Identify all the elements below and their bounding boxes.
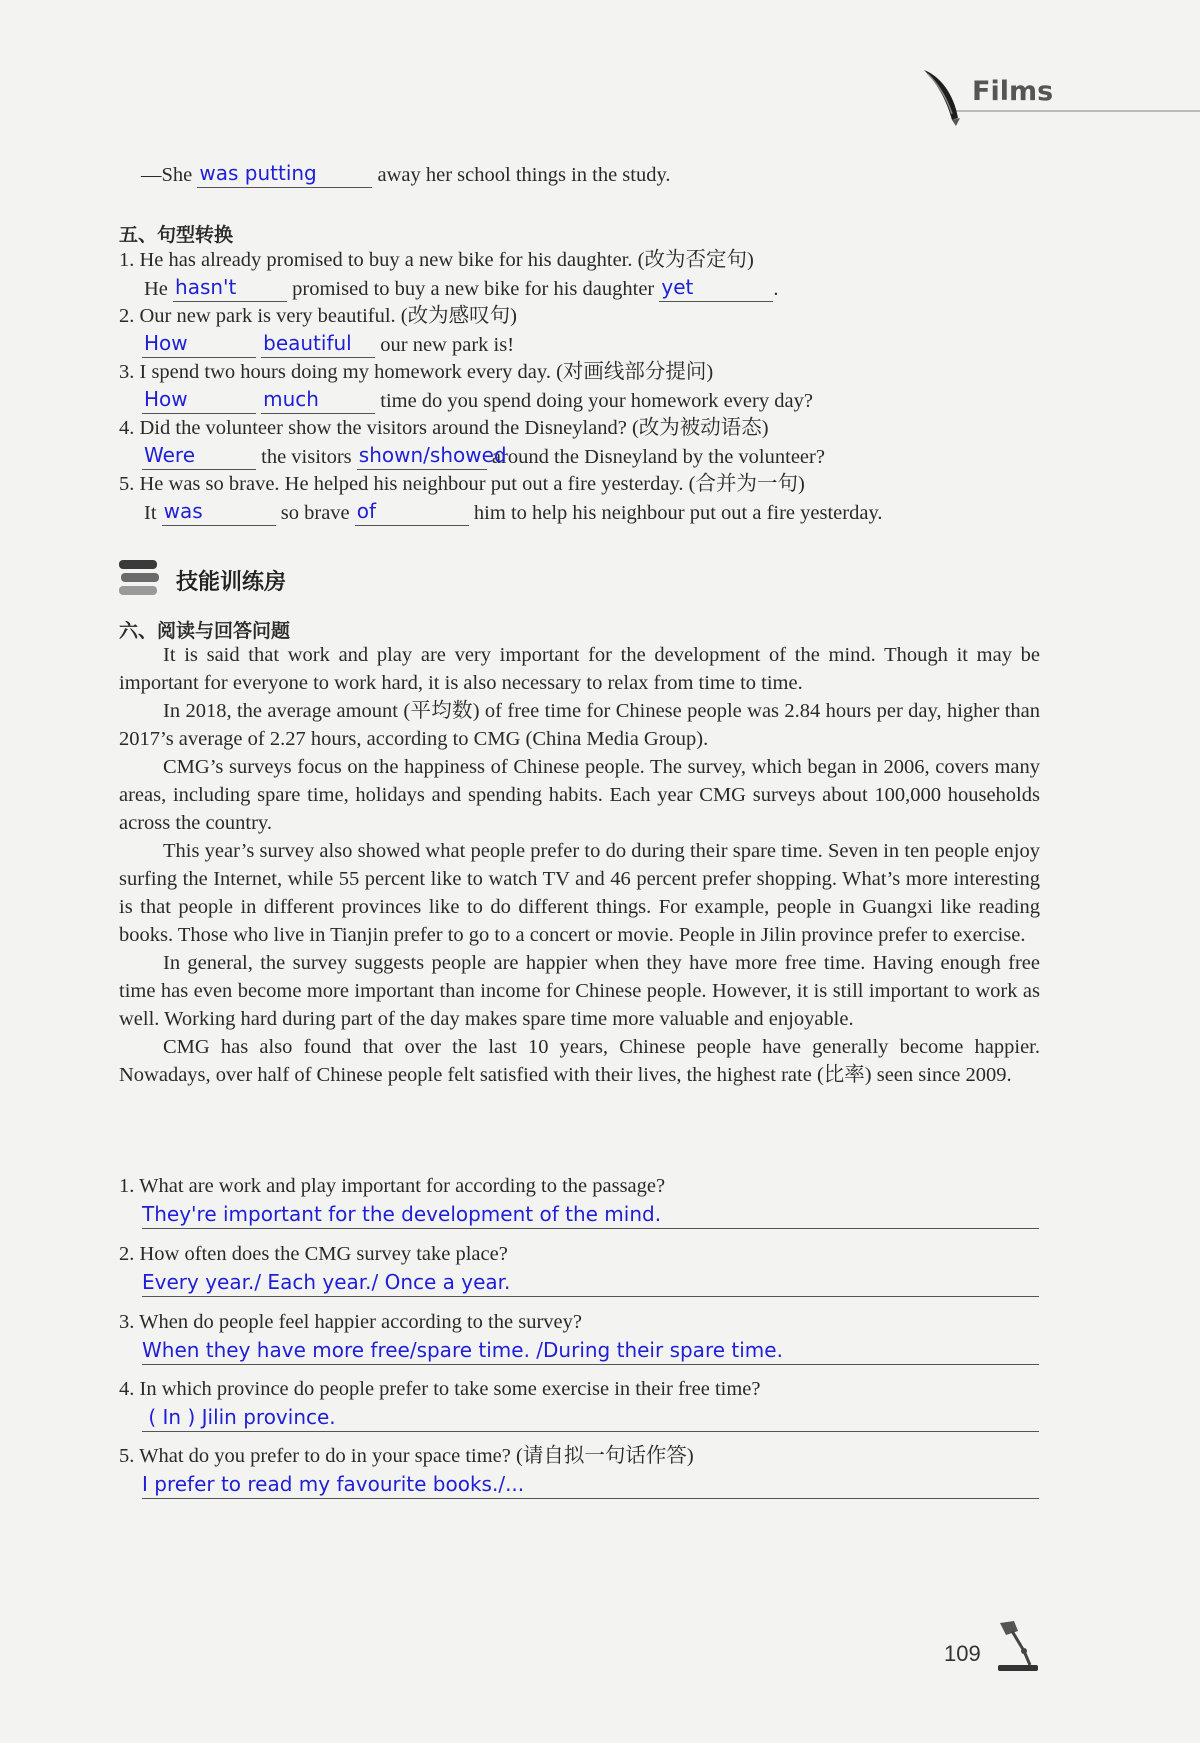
section5-heading: 五、句型转换 xyxy=(119,224,234,246)
s6-answer-line-3 xyxy=(142,1334,1039,1365)
item-number: 4. xyxy=(119,417,135,439)
item-number: 1. xyxy=(119,249,135,271)
question-text: Did the volunteer show the visitors around the Disneyland? (改为被动语态) xyxy=(139,417,769,439)
s5-item-3-answer xyxy=(142,388,813,414)
carry-over-blank xyxy=(197,163,372,188)
skills-heading: 技能训练房 xyxy=(176,570,287,595)
answer-text: beautiful xyxy=(263,331,352,355)
question-text: He has already promised to buy a new bike for his daughter. (改为否定句) xyxy=(139,249,754,271)
s6-question-3 xyxy=(119,1309,582,1335)
sentence-part: time do you spend doing your homework every day? xyxy=(380,390,813,412)
answer-text: Every year./ Each year./ Once a year. xyxy=(142,1270,511,1294)
answer-text: How xyxy=(144,331,188,355)
answer-blank xyxy=(261,333,375,358)
passage-paragraph: CMG has also found that over the last 10 years, Chinese people have generally become happier. Nowadays, over half of Chinese people felt satisfied with their lives, the highest rate (比率) seen since 2009. xyxy=(119,1036,1040,1086)
answer-text: How xyxy=(144,387,188,411)
s5-item-2-answer xyxy=(142,332,514,358)
s6-answer-line-5 xyxy=(142,1468,1039,1499)
s5-item-1-question xyxy=(119,247,754,273)
section6-heading: 六、阅读与回答问题 xyxy=(119,620,291,642)
question-text: In which province do people prefer to take some exercise in their free time? xyxy=(139,1378,761,1400)
answer-text: much xyxy=(263,387,319,411)
header-rule xyxy=(955,110,1200,112)
s5-item-2-question xyxy=(119,303,517,329)
carry-over-line xyxy=(141,162,671,188)
sentence-part: He xyxy=(144,278,168,300)
answer-blank xyxy=(142,333,256,358)
item-number: 1. xyxy=(119,1175,135,1197)
s6-question-5 xyxy=(119,1443,694,1469)
answer-blank xyxy=(142,445,256,470)
sentence-part: around the Disneyland by the volunteer? xyxy=(491,446,825,468)
answer-text: Were xyxy=(144,443,195,467)
answer-text: shown/showed xyxy=(358,443,507,467)
carry-over-suffix: away her school things in the study. xyxy=(377,164,671,186)
answer-blank xyxy=(162,501,276,526)
sentence-part: the visitors xyxy=(261,446,352,468)
question-text: I spend two hours doing my homework every day. (对画线部分提问) xyxy=(139,361,714,383)
s6-answer-line-4 xyxy=(142,1401,1039,1432)
answer-text: of xyxy=(356,499,377,523)
s5-item-4-answer xyxy=(142,444,825,470)
answer-blank xyxy=(355,501,469,526)
section-stack-icon xyxy=(117,558,161,598)
s6-question-4 xyxy=(119,1376,761,1402)
sentence-part: It xyxy=(144,502,157,524)
question-text: What do you prefer to do in your space time? (请自拟一句话作答) xyxy=(139,1445,694,1467)
reading-passage xyxy=(119,641,1040,1089)
sentence-part: promised to buy a new bike for his daughter xyxy=(292,278,655,300)
feather-pen-icon xyxy=(918,66,964,128)
question-text: Our new park is very beautiful. (改为感叹句) xyxy=(139,305,517,327)
item-number: 4. xyxy=(119,1378,135,1400)
passage-paragraph: It is said that work and play are very important for the development of the mind. Though it may be important for everyone to work hard, it is also necessary to relax from time to time. xyxy=(119,644,1040,694)
passage-paragraph: In general, the survey suggests people are happier when they have more free time. Having enough free time has even become more important than income for Chinese people. However, it is still important to work as well. Working hard during part of the day makes spare time more valuable and enjoyable. xyxy=(119,952,1040,1030)
carry-over-prefix: —She xyxy=(141,164,193,186)
sentence-part: him to help his neighbour put out a fire yesterday. xyxy=(473,502,883,524)
answer-text: was xyxy=(163,499,203,523)
s5-item-4-question xyxy=(119,415,769,441)
s6-answer-line-1 xyxy=(142,1198,1039,1229)
chapter-title: Films xyxy=(972,76,1054,107)
s5-item-3-question xyxy=(119,359,713,385)
s5-item-5-question xyxy=(119,471,805,497)
answer-blank xyxy=(357,443,507,470)
answer-blank xyxy=(659,277,773,302)
s6-question-2 xyxy=(119,1241,508,1267)
item-number: 3. xyxy=(119,361,135,383)
answer-text: They're important for the development of the mind. xyxy=(142,1202,662,1226)
passage-paragraph: This year’s survey also showed what people prefer to do during their spare time. Seven in ten people enjoy surfing the Internet, while 55 percent like to watch TV and 46 percent prefer shopping. What’s more interesting is that people in different provinces like to do different things. For example, people in Guangxi like reading books. Those who live in Tianjin prefer to go to a concert or movie. People in Jilin province prefer to exercise. xyxy=(119,840,1040,946)
page-number: 109 xyxy=(944,1641,981,1666)
answer-text: yet xyxy=(661,275,694,299)
answer-text: was putting xyxy=(199,161,317,185)
s5-item-1-answer xyxy=(144,276,779,302)
item-number: 2. xyxy=(119,1243,135,1265)
sentence-part: our new park is! xyxy=(380,334,515,356)
s6-answer-line-2 xyxy=(142,1266,1039,1297)
answer-blank xyxy=(142,389,256,414)
item-number: 5. xyxy=(119,473,135,495)
item-number: 3. xyxy=(119,1311,135,1333)
sentence-part: so brave xyxy=(280,502,350,524)
item-number: 5. xyxy=(119,1445,135,1467)
answer-text: I prefer to read my favourite books./... xyxy=(142,1472,525,1496)
sentence-part: . xyxy=(773,278,779,300)
answer-text: hasn't xyxy=(175,275,237,299)
question-text: What are work and play important for according to the passage? xyxy=(139,1175,666,1197)
passage-paragraph: In 2018, the average amount (平均数) of free time for Chinese people was 2.84 hours per day, higher than 2017’s average of 2.27 hours, according to CMG (China Media Group). xyxy=(119,700,1040,750)
s6-question-1 xyxy=(119,1173,665,1199)
answer-text: ( In ) Jilin province. xyxy=(142,1405,336,1429)
item-number: 2. xyxy=(119,305,135,327)
question-text: How often does the CMG survey take place? xyxy=(139,1243,508,1265)
desk-lamp-icon xyxy=(990,1617,1042,1673)
answer-blank xyxy=(261,389,375,414)
s5-item-5-answer xyxy=(144,500,883,526)
question-text: He was so brave. He helped his neighbour put out a fire yesterday. (合并为一句) xyxy=(139,473,805,495)
question-text: When do people feel happier according to the survey? xyxy=(139,1311,582,1333)
answer-blank xyxy=(173,277,287,302)
passage-paragraph: CMG’s surveys focus on the happiness of Chinese people. The survey, which began in 2006, covers many areas, including spare time, holidays and spending habits. Each year CMG surveys about 100,000 households across the country. xyxy=(119,756,1040,834)
answer-text: When they have more free/spare time. /During their spare time. xyxy=(142,1338,783,1362)
